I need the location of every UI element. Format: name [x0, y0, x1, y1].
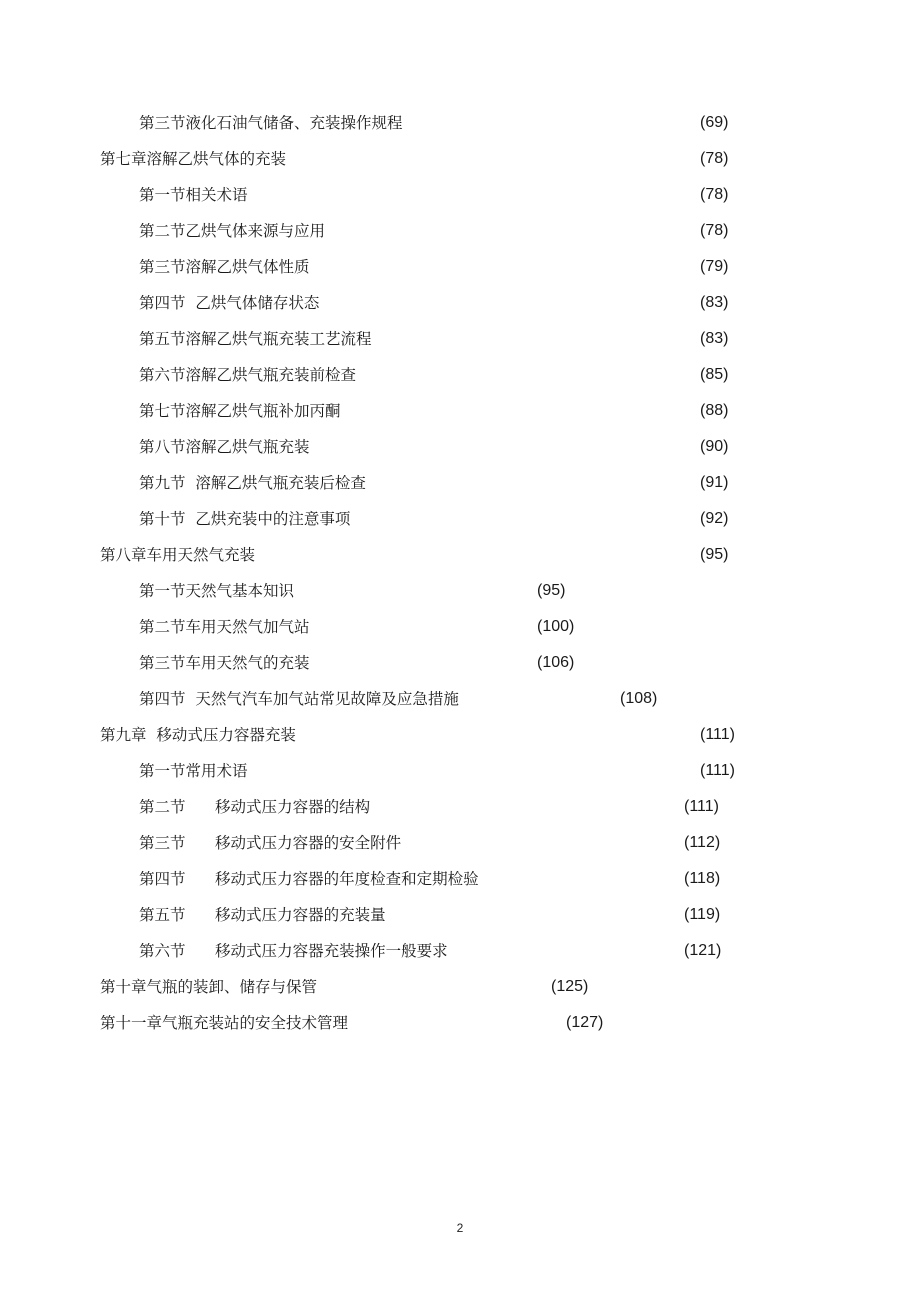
- toc-entry[interactable]: [0, 291, 920, 315]
- toc-entry-title: 第九节 溶解乙烘气瓶充装后检查: [139, 474, 366, 492]
- toc-entry-title: 第一节相关术语: [139, 186, 248, 204]
- toc-entry-page: (88): [700, 402, 729, 419]
- toc-entry-page: (91): [700, 474, 729, 491]
- toc-entry-title: 第五节溶解乙烘气瓶充装工艺流程: [139, 330, 372, 348]
- toc-entry[interactable]: [0, 471, 920, 495]
- toc-entry-title: 第九章 移动式压力容器充装: [100, 726, 296, 744]
- toc-entry-page: (127): [566, 1014, 604, 1031]
- toc-entry-page: (106): [537, 654, 575, 671]
- toc-entry-page: (100): [537, 618, 575, 635]
- toc-entry-page: (112): [684, 834, 721, 851]
- toc-entry-title: 第一节天然气基本知识: [139, 582, 295, 600]
- toc-entry-page: (83): [700, 294, 729, 311]
- toc-entry-title: 第四节 移动式压力容器的年度检查和定期检验: [139, 870, 479, 888]
- toc-entry[interactable]: [0, 507, 920, 531]
- toc-entry-title: 第六节溶解乙烘气瓶充装前检查: [139, 366, 357, 384]
- toc-entry[interactable]: [0, 435, 920, 459]
- toc-entry[interactable]: [0, 903, 920, 927]
- toc-entry-page: (118): [684, 870, 721, 887]
- toc-entry-page: (90): [700, 438, 729, 455]
- toc-entry-title: 第四节 乙烘气体储存状态: [139, 294, 320, 312]
- toc-entry[interactable]: [0, 111, 920, 135]
- toc-entry-page: (111): [684, 798, 719, 815]
- toc-entry[interactable]: [0, 1011, 920, 1035]
- toc-entry-page: (111): [700, 762, 735, 779]
- toc-entry[interactable]: [0, 147, 920, 171]
- toc-entry[interactable]: [0, 795, 920, 819]
- toc-entry[interactable]: [0, 723, 920, 747]
- toc-entry-page: (95): [700, 546, 729, 563]
- toc-entry-title: 第六节 移动式压力容器充装操作一般要求: [139, 942, 448, 960]
- toc-entry[interactable]: [0, 939, 920, 963]
- toc-entry-title: 第七节溶解乙烘气瓶补加丙酮: [139, 402, 341, 420]
- toc-entry-title: 第四节 天然气汽车加气站常见故障及应急措施: [139, 690, 459, 708]
- toc-entry-title: 第十一章气瓶充装站的安全技术管理: [100, 1014, 349, 1032]
- toc-entry-page: (85): [700, 366, 729, 383]
- toc-entry-title: 第二节车用天然气加气站: [139, 618, 310, 636]
- toc-entry-page: (108): [620, 690, 658, 707]
- page-number: 2: [456, 1221, 464, 1235]
- toc-entry[interactable]: [0, 759, 920, 783]
- toc-entry-title: 第三节溶解乙烘气体性质: [139, 258, 310, 276]
- toc-entry-page: (119): [684, 906, 721, 923]
- toc-entry-page: (111): [700, 726, 735, 743]
- toc-entry[interactable]: [0, 687, 920, 711]
- toc-entry-page: (69): [700, 114, 729, 131]
- toc-entry[interactable]: [0, 543, 920, 567]
- toc-entry[interactable]: [0, 327, 920, 351]
- toc-entry-page: (83): [700, 330, 729, 347]
- toc-entry-page: (78): [700, 150, 729, 167]
- toc-entry[interactable]: [0, 579, 920, 603]
- toc-entry-title: 第二节乙烘气体来源与应用: [139, 222, 326, 240]
- toc-entry-title: 第八章车用天然气充装: [100, 546, 256, 564]
- toc-entry-title: 第三节 移动式压力容器的安全附件: [139, 834, 402, 852]
- toc-entry[interactable]: [0, 183, 920, 207]
- toc-entry-title: 第三节液化石油气储备、充装操作规程: [139, 114, 403, 132]
- toc-entry-page: (95): [537, 582, 566, 599]
- toc-entry[interactable]: [0, 615, 920, 639]
- toc-entry-page: (92): [700, 510, 729, 527]
- toc-entry-title: 第五节 移动式压力容器的充装量: [139, 906, 386, 924]
- toc-entry-title: 第十节 乙烘充装中的注意事项: [139, 510, 351, 528]
- toc-entry-title: 第二节 移动式压力容器的结构: [139, 798, 371, 816]
- toc-entry-page: (78): [700, 186, 729, 203]
- toc-entry-title: 第十章气瓶的装卸、储存与保管: [100, 978, 318, 996]
- toc-entry-page: (79): [700, 258, 729, 275]
- toc-entry[interactable]: [0, 975, 920, 999]
- toc-entry-title: 第七章溶解乙烘气体的充装: [100, 150, 287, 168]
- toc-entry[interactable]: [0, 831, 920, 855]
- toc-entry[interactable]: [0, 867, 920, 891]
- toc-entry-page: (78): [700, 222, 729, 239]
- toc-entry[interactable]: [0, 219, 920, 243]
- toc-entry[interactable]: [0, 399, 920, 423]
- toc-entry-page: (121): [684, 942, 722, 959]
- toc-entry-title: 第三节车用天然气的充装: [139, 654, 310, 672]
- toc-entry[interactable]: [0, 651, 920, 675]
- toc-entry-page: (125): [551, 978, 589, 995]
- toc-entry[interactable]: [0, 255, 920, 279]
- toc-entry-title: 第一节常用术语: [139, 762, 248, 780]
- toc-entry-title: 第八节溶解乙烘气瓶充装: [139, 438, 310, 456]
- toc-entry[interactable]: [0, 363, 920, 387]
